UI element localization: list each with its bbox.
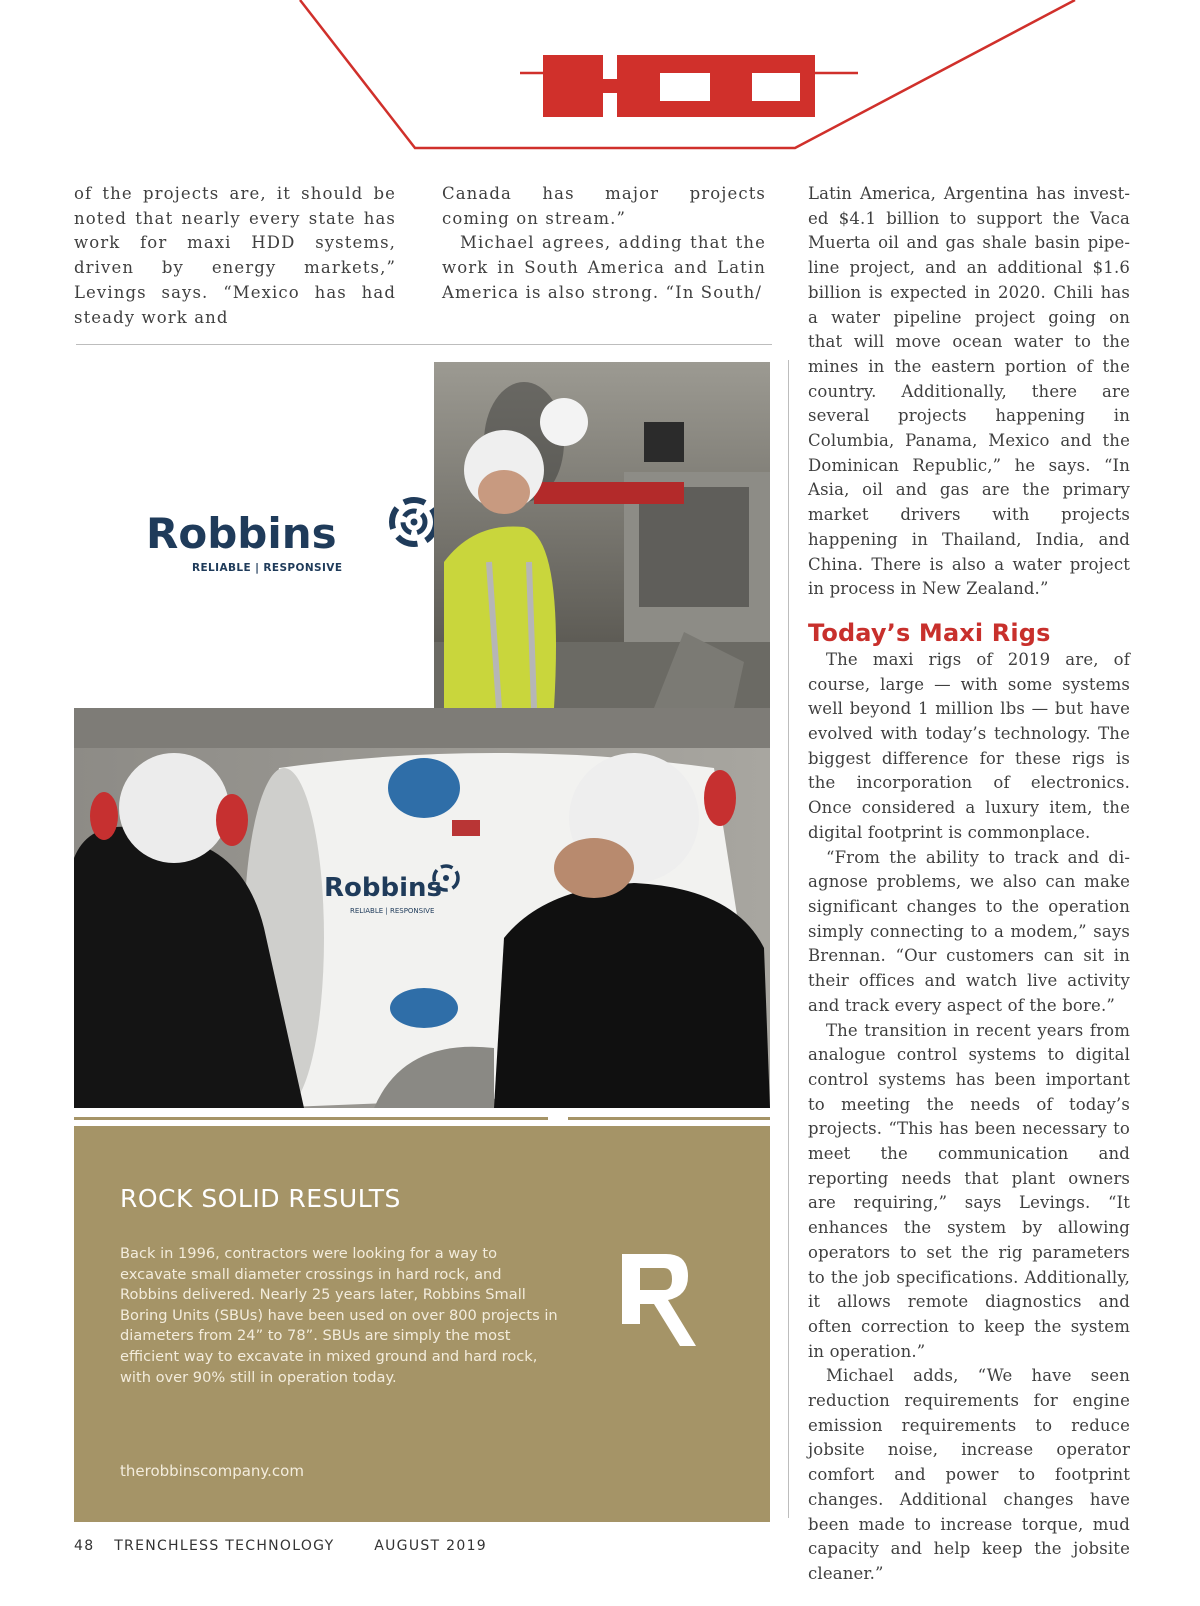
right-paragraph-1: Latin America, Argentina has invested $4.1 billion to support the Vaca Muerta oil and gas shale basin pipeline project, and an additional $1.6 billion is expected in 2020. Chili has a water pipeline project going on that will move ocean water to the mines in the eastern portion of the country. Additionally, there are several projects happening in Columbia, Panama, Mexico and the Dominican Republic,” he says. “In Asia, oil and gas are the primary market drivers with projects happening in Thailand, India, and China. There is also a water project in process in New Zealand.” <box>808 184 1130 599</box>
robbins-gear-icon <box>392 500 436 544</box>
ad-separator-right <box>568 1117 770 1120</box>
machine-tagline-text: RELIABLE | RESPONSIVE <box>350 907 435 915</box>
right-paragraph-2: The maxi rigs of 2019 are, of course, large — with some systems well beyond 1 million lbs — but have evolved with today’s technology. The biggest difference for these rigs is the incorporation of electronics. Once considered a luxury item, the digital footprint is commonplace. <box>808 649 1130 842</box>
issue-date: AUGUST 2019 <box>374 1538 487 1554</box>
middle-top-paragraph-1: Canada has major projects coming on stream.” <box>442 184 766 228</box>
ad-photo-workers <box>434 362 770 708</box>
boring-machine-photo <box>74 708 770 1108</box>
ad-photo-boring-machine <box>74 708 770 1108</box>
section-heading: Today’s Maxi Rigs <box>808 618 1051 647</box>
header-banner <box>0 0 1200 160</box>
page-footer <box>74 1538 487 1554</box>
ad-text-panel <box>74 1126 770 1522</box>
robbins-advertisement[interactable] <box>74 362 770 1522</box>
machine-brand-text: Robbins <box>324 873 443 903</box>
right-paragraph-5: Michael adds, “We have seen reduction requirements for engine emission requirements to reduce jobsite noise, increase operator comfort and power to footprint changes. Additional changes have been made to increase torque, mud capacity and help keep the jobsite cleaner.” <box>808 1366 1130 1583</box>
column-middle-top <box>442 182 766 306</box>
page-number: 48 <box>74 1538 95 1554</box>
robbins-logo <box>146 488 446 588</box>
ad-body-text: Back in 1996, contractors were looking for a way to excavate small diameter crossings in hard rock, and Robbins delivered. Nearly 25 years later, Robbins Small Boring Units (SBUs) have been used on over 800 projects in diameters from 24” to 78”. SBUs are simply the most efficient way to excavate in mixed ground and hard rock, with over 90% still in operation today. <box>120 1245 558 1386</box>
left-top-paragraph: of the projects are, it should be noted that nearly every state has work for maxi HDD systems, driven by energy markets,” Levings says. “Mexico has had steady work and <box>74 184 396 327</box>
ad-headline: ROCK SOLID RESULTS <box>120 1184 401 1213</box>
ad-separator-left <box>74 1117 548 1120</box>
publication-name: TRENCHLESS TECHNOLOGY <box>114 1538 335 1554</box>
ad-logo-area <box>74 362 434 708</box>
column-right <box>808 182 1130 1587</box>
robbins-logo-wordmark: Robbins <box>146 509 337 558</box>
vertical-divider <box>788 360 789 1518</box>
robbins-monogram-icon <box>622 1254 698 1350</box>
right-paragraph-3: “From the ability to track and diagnose problems, we also can make significant changes to the operation simply connecting to a modem,” says Brennan. “Our customers can sit in their offices and watch live activity and track every aspect of the bore.” <box>808 847 1130 1015</box>
column-left-top <box>74 182 396 330</box>
workers-photo <box>434 362 770 708</box>
middle-top-paragraph-2: Michael agrees, adding that the work in South America and Latin America is also strong. “In South/ <box>442 233 766 302</box>
right-paragraph-4: The transition in recent years from analogue control systems to digital control systems has been important to meeting the needs of today’s projects. “This has been necessary to meet the communication and reporting needs that plant owners are requiring,” says Levings. “It enhances the system by allowing operators to set the rig parameters to the job specifications. Additionally, it allows remote diagnostics and often correction to keep the system in operation.” <box>808 1020 1130 1361</box>
hdd-logo <box>543 55 815 117</box>
robbins-logo-tagline: RELIABLE | RESPONSIVE <box>192 562 343 574</box>
horizontal-divider <box>76 344 772 345</box>
ad-website-link[interactable]: therobbinscompany.com <box>120 1462 304 1480</box>
